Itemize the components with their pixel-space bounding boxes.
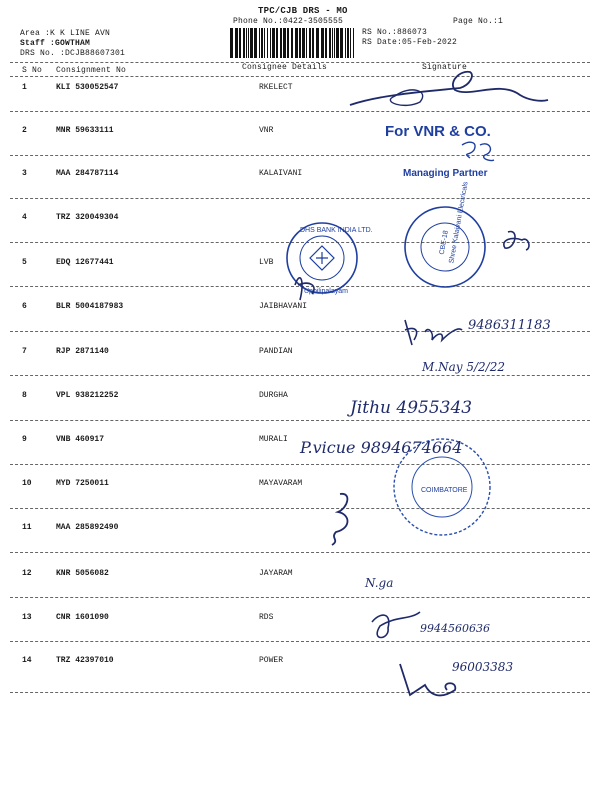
rs-date: RS Date:05-Feb-2022 — [362, 38, 458, 47]
row13-signature — [372, 612, 420, 638]
column-consignee: Consignee Details — [242, 63, 328, 72]
row-sno: 4 — [22, 213, 27, 222]
row-sno: 11 — [22, 523, 32, 532]
column-signature: Signature — [422, 63, 468, 72]
vnr-stamp-firm: For VNR & CO. — [385, 123, 491, 140]
row-consignee: RDS — [259, 613, 274, 622]
rs-number: RS No.:886073 — [362, 28, 428, 37]
row6-handwriting: 9486311183 — [468, 318, 551, 333]
row7-handwriting: M.Nay 5/2/22 — [422, 360, 505, 374]
row-sno: 6 — [22, 302, 27, 311]
row-sno: 1 — [22, 83, 27, 92]
phone-number: Phone No.:0422-3505555 — [233, 17, 344, 26]
row-consignment: VNB 460917 — [56, 435, 105, 444]
bank-stamp-name: DHS BANK INDIA LTD. — [300, 227, 373, 234]
staff-label: Staff :GOWTHAM — [20, 39, 91, 48]
row-consignment: MAA 284787114 — [56, 169, 119, 178]
row-consignee: POWER — [259, 656, 284, 665]
row-consignment: KNR 5056082 — [56, 569, 109, 578]
row-consignment: TRZ 320049304 — [56, 213, 119, 222]
row-consignment: BLR 5004187983 — [56, 302, 124, 311]
row-consignment: MNR 59633111 — [56, 126, 114, 135]
electricals-stamp-code: CBE-18 — [438, 229, 450, 256]
row-consignee: RKELECT — [259, 83, 293, 92]
vnr-stamp-role: Managing Partner — [403, 168, 488, 179]
row14-signature — [400, 664, 455, 695]
row5-signature — [504, 232, 529, 250]
area-label: Area :K K LINE AVN — [20, 29, 111, 38]
row8-handwriting: Jithu 4955343 — [350, 398, 473, 418]
row-sno: 8 — [22, 391, 27, 400]
row-consignee: PANDIAN — [259, 347, 293, 356]
row-consignment: MYD 7250011 — [56, 479, 109, 488]
row-consignment: KLI 530052547 — [56, 83, 119, 92]
row-sno: 9 — [22, 435, 27, 444]
row-sno: 13 — [22, 613, 32, 622]
coimbatore-stamp-text: COIMBATORE — [421, 487, 468, 494]
row-consignment: EDQ 12677441 — [56, 258, 114, 267]
electricals-stamp-name: Shree Kalaivani Electricals — [448, 181, 470, 265]
row-consignment: CNR 1601090 — [56, 613, 109, 622]
row-sno: 2 — [22, 126, 27, 135]
row-consignee: MAYAVARAM — [259, 479, 303, 488]
row13-handwriting: 9944560636 — [420, 622, 490, 635]
row-consignee: LVB — [259, 258, 274, 267]
row-sno: 14 — [22, 656, 32, 665]
row14-handwriting: 96003383 — [452, 660, 514, 674]
doc-title: TPC/CJB DRS - MO — [258, 6, 348, 16]
row-consignee: JAIBHAVANI — [259, 302, 308, 311]
row12-handwriting: N.ga — [365, 576, 394, 590]
row9-handwriting: P.vicue 9894674664 — [300, 438, 463, 457]
column-consignment: Consignment No — [56, 66, 127, 75]
row-sno: 7 — [22, 347, 27, 356]
row-consignment: MAA 285892490 — [56, 523, 119, 532]
row10-scribble — [332, 494, 348, 545]
page-number: Page No.:1 — [453, 17, 504, 26]
row-sno: 10 — [22, 479, 32, 488]
row1-signature — [350, 72, 548, 105]
column-sno: S No — [22, 66, 43, 75]
row-consignee: KALAIVANI — [259, 169, 303, 178]
row-sno: 12 — [22, 569, 32, 578]
row-sno: 3 — [22, 169, 27, 178]
row-consignee: MURALI — [259, 435, 288, 444]
row-sno: 5 — [22, 258, 27, 267]
row-consignee: DURGHA — [259, 391, 288, 400]
bank-stamp-branch: Uppilipalayam — [304, 288, 348, 295]
row-consignment: RJP 2871140 — [56, 347, 109, 356]
row6-signature — [405, 320, 462, 345]
row-consignee: JAYARAM — [259, 569, 293, 578]
drs-number: DRS No. :DCJB88607301 — [20, 49, 126, 58]
row-consignment: TRZ 42397010 — [56, 656, 114, 665]
row3-initials — [462, 142, 494, 160]
row-consignment: VPL 938212252 — [56, 391, 119, 400]
row-consignee: VNR — [259, 126, 274, 135]
